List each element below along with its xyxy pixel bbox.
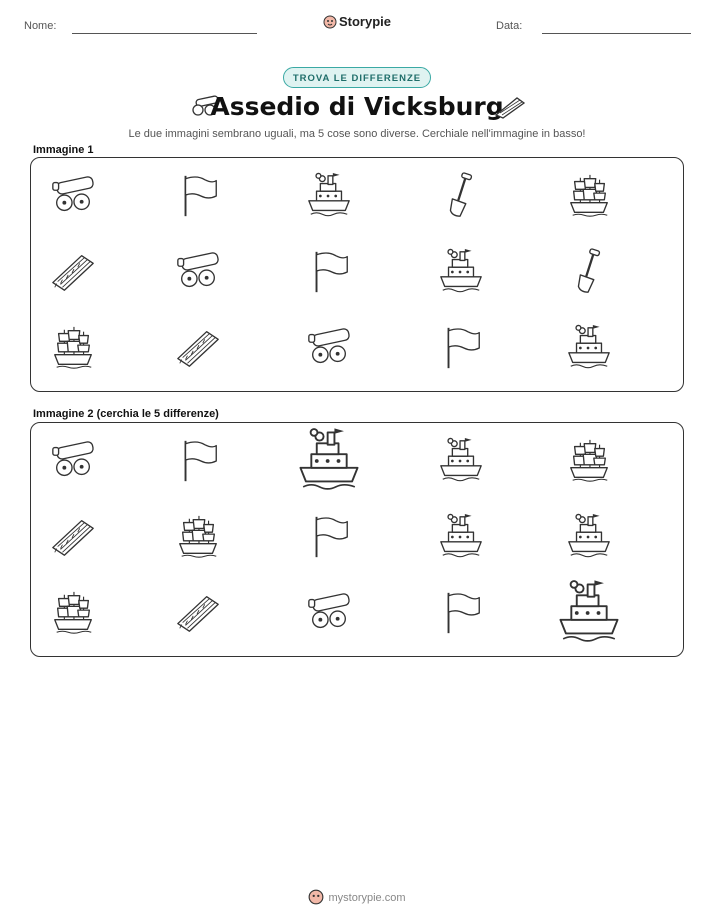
steamboat-icon [295,427,363,495]
flag-icon [305,248,353,296]
grid-cell[interactable] [49,589,97,637]
earthwork-icon [493,95,527,119]
sailing-ship-icon [174,513,222,561]
grid-cell[interactable] [437,589,485,637]
grid-cell[interactable] [305,324,353,372]
grid-cell[interactable] [305,172,353,220]
grid-cell[interactable] [174,437,222,485]
date-label: Data: [496,20,523,32]
footer-url: mystorypie.com [328,892,406,904]
name-field[interactable] [72,33,257,34]
grid-cell[interactable] [555,579,623,647]
sailing-ship-icon [49,324,97,372]
shovel-icon [437,172,485,220]
sailing-ship-icon [565,437,613,485]
grid-cell[interactable] [174,248,222,296]
earthwork-icon [49,248,97,296]
grid-cell[interactable] [565,172,613,220]
grid-cell[interactable] [174,513,222,561]
grid-cell[interactable] [49,324,97,372]
grid-cell[interactable] [49,248,97,296]
grid-cell[interactable] [305,513,353,561]
storypie-mascot-icon [323,15,337,29]
brand-name: Storypie [338,14,391,29]
cannon-icon [305,324,353,372]
grid-cell[interactable] [174,172,222,220]
page-title: Assedio di Vicksburg [210,92,504,121]
earthwork-icon [174,589,222,637]
earthwork-icon [174,324,222,372]
cannon-icon [305,589,353,637]
image1-panel [30,157,684,392]
grid-cell[interactable] [295,427,363,495]
image2-label: Immagine 2 (cerchia le 5 differenze) [33,408,219,420]
grid-cell[interactable] [49,513,97,561]
image2-panel[interactable] [30,422,684,657]
brand-logo [0,14,714,29]
steamboat-icon [565,513,613,561]
grid-cell[interactable] [565,324,613,372]
grid-cell[interactable] [49,172,97,220]
sailing-ship-icon [49,589,97,637]
instructions: Le due immagini sembrano uguali, ma 5 cose sono diverse. Cerchiale nell'immagine in basso! [128,128,586,140]
grid-cell[interactable] [305,248,353,296]
flag-icon [174,437,222,485]
steamboat-icon [565,324,613,372]
grid-cell[interactable] [305,589,353,637]
grid-cell[interactable] [565,437,613,485]
cannon-icon [49,437,97,485]
storypie-mascot-icon [308,889,324,905]
activity-badge: TROVA LE DIFFERENZE [283,67,431,88]
flag-icon [437,324,485,372]
name-label: Nome: [24,20,57,32]
steamboat-icon [305,172,353,220]
image1-label: Immagine 1 [33,144,94,156]
flag-icon [305,513,353,561]
grid-cell[interactable] [174,324,222,372]
shovel-icon [565,248,613,296]
date-field[interactable] [542,33,691,34]
grid-cell[interactable] [437,324,485,372]
steamboat-icon [437,248,485,296]
cannon-icon [49,172,97,220]
steamboat-icon [437,513,485,561]
grid-cell[interactable] [437,172,485,220]
flag-icon [174,172,222,220]
grid-cell[interactable] [437,248,485,296]
grid-cell[interactable] [174,589,222,637]
footer [0,889,714,905]
grid-cell[interactable] [437,513,485,561]
flag-icon [437,589,485,637]
sailing-ship-icon [565,172,613,220]
steamboat-icon [437,437,485,485]
grid-cell[interactable] [49,437,97,485]
cannon-icon [174,248,222,296]
earthwork-icon [49,513,97,561]
grid-cell[interactable] [437,437,485,485]
grid-cell[interactable] [565,248,613,296]
grid-cell[interactable] [565,513,613,561]
steamboat-icon [555,579,623,647]
